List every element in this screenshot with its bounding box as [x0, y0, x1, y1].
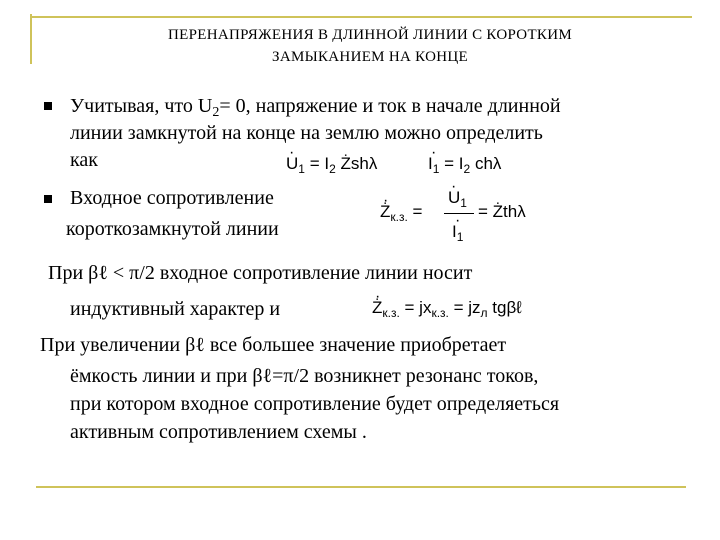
accent-bottom-line — [36, 486, 686, 488]
f2-sub2: 2 — [463, 162, 471, 176]
f1-u: · U — [286, 154, 298, 174]
para1-line1-rest: = 0, напряжение и ток в начале длинной — [219, 95, 561, 117]
f3-z: · Ż — [380, 202, 390, 222]
para4-line1: При увеличении βℓ все большее значение приобретает — [40, 334, 507, 356]
para3-line1: При βℓ < π/2 входное сопротивление линии носит — [48, 262, 473, 284]
f4-sub3: л — [480, 306, 488, 320]
para2-line2: короткозамкнутой линии — [66, 218, 279, 240]
formula-i1 — [428, 154, 501, 179]
f3-eq: = — [407, 202, 423, 221]
title-line-2: ЗАМЫКАНИЕМ НА КОНЦЕ — [272, 49, 468, 65]
f3-num-sub: 1 — [460, 196, 467, 210]
f3-num: · U — [448, 188, 460, 208]
para1-line2: линии замкнутой на конце на землю можно определить — [70, 122, 543, 144]
para4-line2: ёмкость линии и при βℓ=π/2 возникнет резонанс токов, — [70, 365, 539, 387]
formula-zkz-rhs: = Żthλ — [478, 202, 526, 221]
f1-sub1: 1 — [298, 162, 305, 176]
bullet-1 — [44, 102, 52, 110]
accent-top-line — [30, 16, 692, 18]
f4-z: · Ż — [372, 298, 382, 318]
f1-sub2: 2 — [329, 162, 336, 176]
f4-sub2: к.з. — [431, 306, 449, 320]
f3-den-sub: 1 — [456, 230, 464, 244]
f2-i: · I — [428, 154, 433, 174]
formula-zkz-lhs — [380, 202, 422, 227]
f2-sub1: 1 — [432, 162, 440, 176]
formula-u1 — [286, 154, 377, 179]
f1-rest: Żshλ — [335, 154, 378, 173]
f4-sub: к.з. — [382, 306, 400, 320]
f4-eq2: = jz — [448, 298, 481, 317]
formula-zkz-denominator — [452, 222, 463, 247]
slide-title — [40, 24, 700, 68]
para1-line1-start: Учитывая, что U — [70, 95, 213, 117]
f3-sub: к.з. — [390, 210, 408, 224]
formula-zkz-inductive — [372, 298, 522, 323]
bullet-2 — [44, 195, 52, 203]
para4-line4: активным сопротивлением схемы . — [70, 421, 367, 443]
title-line-1: ПЕРЕНАПРЯЖЕНИЯ В ДЛИННОЙ ЛИНИИ С КОРОТКИМ — [168, 27, 572, 43]
para1-subscript: 2 — [212, 105, 220, 120]
para3-line2: индуктивный характер и — [70, 298, 281, 320]
f2-rest: chλ — [470, 154, 502, 173]
para4-line3: при котором входное сопротивление будет определяеться — [70, 393, 560, 415]
para2-line1: Входное сопротивление — [70, 187, 274, 209]
f3-den: · I — [452, 222, 457, 242]
f4-eq: = jx — [399, 298, 432, 317]
formula-zkz-numerator — [448, 188, 467, 213]
f1-eq: = I — [304, 154, 330, 173]
f4-rest: tgβℓ — [487, 298, 522, 317]
accent-vertical-line — [30, 14, 32, 64]
para1-line3: как — [70, 149, 99, 171]
f2-eq: = I — [439, 154, 464, 173]
